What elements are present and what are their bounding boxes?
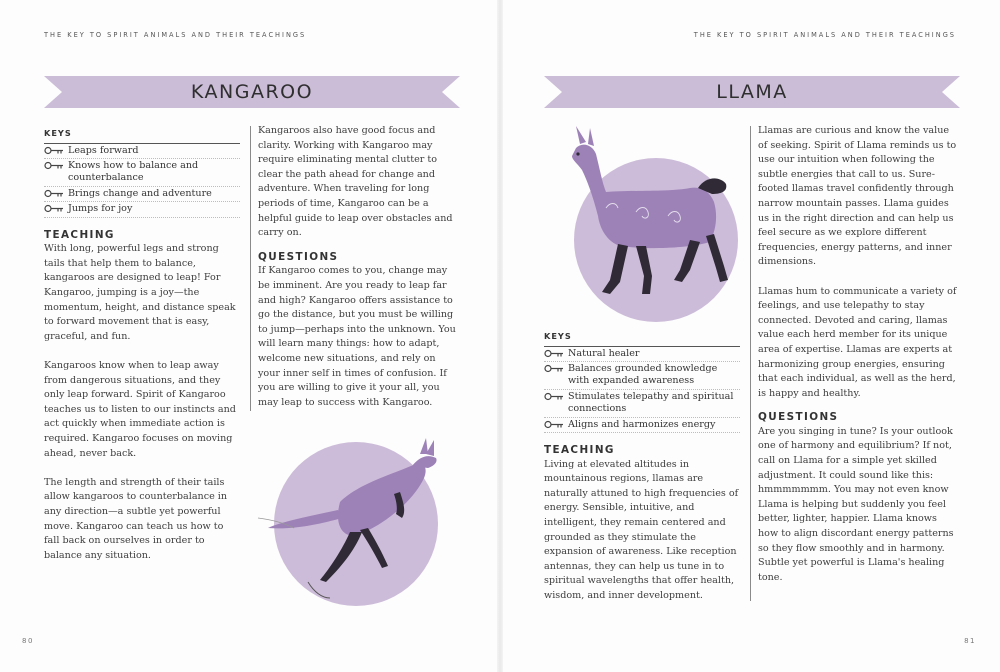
key-icon [44,146,64,155]
body-paragraph: Llamas hum to communicate a variety of feelings, and use telepathy to stay connected. Devoted and caring, llamas value each herd member for its unique area of expertise. Llamas are experts at harmonizing group energies, ensuring that each individual, as well as the herd, is happy and healthy. [758,285,957,399]
keys-list-item [44,143,240,159]
title-banner-right [544,76,960,108]
key-icon [544,420,564,429]
key-icon [44,161,64,170]
questions-heading: QUESTIONS [758,411,839,424]
right-page [500,0,1000,672]
keys-list-item [44,202,240,217]
body-paragraph: If Kangaroo comes to you, change may be imminent. Are you ready to leap far and high? Kangaroo offers assistance to go the distance, but you must be willing to jump—perhaps into the unknown. You will learn many things: how to adapt, welcome new situations, and rely on your inner self in times of confusion. If you are willing to give it your all, you may leap to success with Kangaroo. [258,265,456,408]
page-title: KANGAROO [190,81,314,103]
key-text: Stimulates telepathy and spiritual connections [568,390,734,415]
body-paragraph: Kangaroos know when to leap away from dangerous situations, and they only leap forward. Spirit of Kangaroo teaches us to listen to our instincts and act quickly when immediate action is required. Kangaroo focuses on moving ahead, never back. [44,359,236,459]
key-text: Leaps forward [68,144,139,156]
page-number-right: 81 [964,637,976,645]
page-title: LLAMA [716,81,788,103]
running-head-right: THE KEY TO SPIRIT ANIMALS AND THEIR TEACHINGS [693,31,956,39]
key-icon [44,204,64,213]
kangaroo-illustration [250,432,450,610]
keys-label: KEYS [544,331,572,341]
column-rule [250,126,251,411]
key-text: Knows how to balance and counterbalance [68,160,199,184]
key-icon [544,364,564,373]
keys-list-item [544,362,740,390]
key-icon [44,189,64,198]
key-text: Aligns and harmonizes energy [568,418,716,430]
running-head-left: THE KEY TO SPIRIT ANIMALS AND THEIR TEACHINGS [44,31,307,39]
left-column-2 [258,124,458,410]
key-icon [544,392,564,401]
teaching-heading: TEACHING [544,444,615,457]
key-text: Balances grounded knowledge with expanded awareness [568,363,718,387]
key-text: Brings change and adventure [68,187,212,199]
key-text: Natural healer [568,347,640,359]
keys-list [544,346,740,433]
teaching-heading: TEACHING [44,228,115,241]
keys-list [44,143,240,218]
keys-list-item [44,159,240,187]
body-paragraph: Living at elevated altitudes in mountainous regions, llamas are naturally attuned to high frequencies of energy. Sensible, intuitive, and intelligent, they remain centered and grounded as they stimulate the expansion of awareness. Like reception antennas, they can help us tune in to spiritual wavelengths that offer health, wisdom, and inner development. [544,458,739,601]
llama-illustration [540,120,750,325]
left-column-1 [44,126,240,563]
page-number-left: 80 [22,637,34,645]
body-paragraph: Llamas are curious and know the value of seeking. Spirit of Llama reminds us to use our intuition when following the subtle energies that call to us. Sure-footed llamas travel confidently through narrow mountain passes. Llama guides us in the right direction and can help us feel secure as we explore different frequencies, energy patterns, and inner dimensions. [758,125,957,268]
body-paragraph: The length and strength of their tails allow kangaroos to counterbalance in any direction—a subtle yet powerful move. Kangaroo can teach us how to fall back on ourselves in order to balance any situation. [44,476,228,561]
questions-heading: QUESTIONS [258,250,339,263]
keys-list-item [44,187,240,202]
key-text: Jumps for joy [68,203,133,215]
body-paragraph: With long, powerful legs and strong tails that help them to balance, kangaroos are designed to leap! For Kangaroo, jumping is a joy—the momentum, height, and distance speak to forward movement that is easy, graceful, and fun. [44,243,236,342]
right-column-2 [758,124,958,585]
key-icon [544,349,564,358]
body-paragraph: Are you singing in tune? Is your outlook one of harmony and equilibrium? If not, call on Llama for a simple yet skilled adjustment. It could sound like this: hmmmmmmm. You may not even know Llama is helping but suddenly you feel better, lighter, happier. Llama knows how to align discordant energy patterns so they flow smoothly and in harmony. Subtle yet powerful is Llama's healing tone. [758,425,954,583]
keys-list-item [544,346,740,362]
keys-list-item [544,418,740,433]
right-column-1 [544,329,740,604]
title-banner-left [44,76,460,108]
column-rule [750,126,751,601]
keys-list-item [544,390,740,418]
body-paragraph: Kangaroos also have good focus and clarity. Working with Kangaroo may require eliminating mental clutter to clear the path ahead for change and adventure. When traveling for long periods of time, Kangaroo can be a helpful guide to leap over obstacles and carry on. [258,125,453,239]
keys-label: KEYS [44,128,72,138]
